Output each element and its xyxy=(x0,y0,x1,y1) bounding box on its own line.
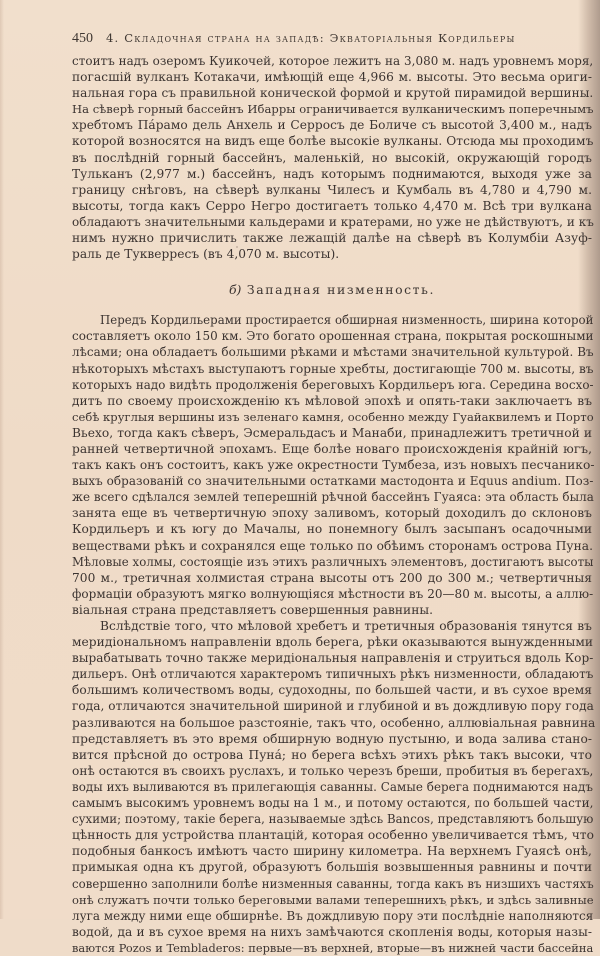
text-line: большимъ количествомъ воды, судоходны, по большей части, и въ сухое время xyxy=(72,683,592,698)
text-line: примыкая одна къ другой, образуютъ большія возвышенныя равнины и почти xyxy=(72,860,592,875)
text-line: вырабатывать точно также меридіональныя направленія и струиться вдоль Кор- xyxy=(72,651,594,666)
text-line: онѣ остаются въ своихъ руслахъ, и только черезъ бреши, пробитыя въ берегахъ, xyxy=(72,763,594,778)
text-line: стоитъ надъ озеромъ Куикочей, которое лежитъ на 3,080 м. надъ уровнемъ моря, xyxy=(72,54,594,68)
text-line: Вьехо, тогда какъ сѣверъ, Эсмеральдасъ и Манаби, принадлежитъ третичной и xyxy=(72,425,592,440)
text-line: выхъ образованій со значительными остатками мастодонта и Equus andium. Поз- xyxy=(72,474,594,489)
text-line: нальная гора съ правильной конической формой и крутой пирамидой вершины. xyxy=(72,86,594,101)
page-left-edge xyxy=(0,0,4,919)
text-line: веществами рѣкъ и сохранялся еще только по обѣимъ сторонамъ острова Пуна. xyxy=(72,538,594,553)
text-line: Передъ Кордильерами простирается обширная низменность, ширина которой xyxy=(100,313,594,328)
text-line: нѣкоторыхъ мѣстахъ выступаютъ горные хребты, достигающіе 700 м. высоты, въ xyxy=(72,361,594,376)
paragraph-lowland xyxy=(72,312,595,618)
text-line: лѣсами; она обладаетъ большими рѣками и мѣстами значительной культурой. Въ xyxy=(72,345,594,360)
subsection-heading xyxy=(72,278,592,302)
text-line: нимъ нужно причислить также лежащій далѣе на сѣверѣ въ Колумбіи Азуф- xyxy=(72,231,592,246)
paragraph-rivers xyxy=(72,618,596,956)
subsection-title: Западная низменность. xyxy=(246,282,436,298)
text-line: погасшій вулканъ Котакачи, имѣющій еще 4,966 м. высоты. Это весьма ориги- xyxy=(72,70,592,85)
text-line: года, отличаются значительной шириной и глубиной и въ дождливую пору года xyxy=(72,699,594,714)
text-line: меридіональномъ направленіи вдоль берега, рѣки оказываются вынужденными xyxy=(72,635,594,650)
text-line: ваются Pozos и Tembladeros: первые—въ верхней, вторые—въ нижней части бассейна xyxy=(72,940,594,955)
text-line: дитъ по своему происхожденію къ мѣловой эпохѣ и опять-таки заключаетъ въ xyxy=(72,393,592,408)
text-line: въ послѣдній горный бассейнъ, маленькій, но высокій, окружающій городъ xyxy=(72,150,592,165)
text-line: водой, да и въ сухое время на нихъ замѣчаются скопленія воды, которыя назы- xyxy=(72,924,592,939)
text-line: На сѣверѣ горный бассейнъ Ибарры ограничивается вулканическимъ поперечнымъ xyxy=(72,102,594,117)
text-line: ранней четвертичной эпохамъ. Еще болѣе новаго происхожденія крайній югъ, xyxy=(72,441,592,456)
continuation-paragraph xyxy=(72,53,592,262)
text-line: 700 м., третичная холмистая страна высоты отъ 200 до 300 м.; четвертичныя xyxy=(72,570,592,585)
text-line: такъ какъ онъ состоитъ, какъ уже окрестности Тумбеза, изъ новыхъ песчанико- xyxy=(72,458,595,473)
text-line: самымъ высокимъ уровнемъ воды на 1 м., и потому остаются, по большей части, xyxy=(72,796,594,811)
text-line: высоты, тогда какъ Серро Негро достигаетъ только 4,470 м. Всѣ три вулкана xyxy=(72,198,592,213)
text-line: совершенно заполнили болѣе низменныя саванны, тогда какъ въ низшихъ частяхъ xyxy=(72,876,594,891)
text-line: представляетъ въ это время обширную водную пустыню, и вода залива стано- xyxy=(72,731,592,746)
page-number: 450 xyxy=(72,31,93,46)
text-line: Кордильеръ и къ югу до Мачалы, но понемногу былъ засыпанъ осадочными xyxy=(72,522,592,537)
text-line: обладаютъ значительными кальдерами и кратерами, но уже не дѣйствуютъ, и къ xyxy=(72,214,594,229)
text-line: онѣ служатъ почти только береговыми валами теперешнихъ рѣкъ, и здѣсь заливные xyxy=(72,892,594,907)
text-line: Вслѣдствіе того, что мѣловой хребетъ и третичныя образованія тянутся въ xyxy=(100,619,592,633)
text-line: хребтомъ Пáрамо дель Анхель и Серросъ де Боличе съ высотой 3,400 м., надъ xyxy=(72,118,592,133)
paper-speck xyxy=(445,904,447,906)
text-line: Тульканъ (2,977 м.) бассейнъ, надъ которымъ поднимаются, выходя уже за xyxy=(72,166,592,181)
text-line: раль де Тукверресъ (въ 4,070 м. высоты). xyxy=(72,247,340,262)
text-line: віальная страна представляетъ совершенныя равнины. xyxy=(72,602,434,617)
text-line: границу снѣговъ, на сѣверѣ вулканы Чилесъ и Кумбаль въ 4,780 и 4,790 м. xyxy=(72,182,592,197)
text-line: луга между ними еще обширнѣе. Въ дождливую пору эти послѣдніе наполняются xyxy=(72,908,594,923)
text-line: которой возносятся на видъ еще болѣе высокіе вулканы. Отсюда мы проходимъ xyxy=(72,134,594,149)
text-line: дильеръ. Онѣ отличаются характеромъ типичныхъ рѣкъ низменности, обладаютъ xyxy=(72,667,594,682)
page-body xyxy=(72,53,596,956)
text-line: занята еще въ четвертичную эпоху заливомъ, который доходилъ до склоновъ xyxy=(72,506,592,521)
paper-speck xyxy=(200,870,202,872)
text-line: разливаются на большое разстояніе, такъ что, особенно, аллювіальная равнина xyxy=(72,715,596,730)
text-line: себѣ круглыя вершины изъ зеленаго камня, особенно между Гуайаквилемъ и Порто xyxy=(72,409,594,424)
spacer xyxy=(72,262,592,278)
spacer xyxy=(72,302,592,312)
running-title: 4. Складочная страна на западѣ: Экваторіальныя Кордильеры xyxy=(105,31,516,45)
text-line: сухими; поэтому, такіе берега, называемые здѣсь Bancos, представляютъ большую xyxy=(72,812,594,827)
text-line: составляетъ около 150 км. Это богато орошенная страна, покрытая роскошными xyxy=(72,329,594,344)
text-line: воды ихъ выливаются въ прилегающія саванны. Самые берега поднимаются надъ xyxy=(72,779,593,794)
text-line: которыхъ надо видѣть продолженія береговыхъ Кордильеръ юга. Середина восхо- xyxy=(72,377,594,392)
text-line: подобныя банкосъ имѣютъ часто ширину километра. На верхнемъ Гуаясѣ онѣ, xyxy=(72,844,592,859)
subsection-number: б) xyxy=(228,282,242,298)
text-line: формаціи образуютъ мягко волнующіяся мѣстности въ 20—80 м. высоты, а аллю- xyxy=(72,586,594,601)
text-line: же всего сдѣлался землей теперешній рѣчной бассейнъ Гуаяса: эта область была xyxy=(72,490,594,505)
paper-speck xyxy=(236,246,238,248)
running-header xyxy=(72,30,592,46)
text-line: Мѣловые холмы, состоящіе изъ этихъ различныхъ элементовъ, достигаютъ высоты xyxy=(72,554,594,569)
text-line: цѣнность для устройства плантацій, которая особенно увеличивается тѣмъ, что xyxy=(72,828,594,843)
text-line: вится прѣсной до острова Пунá; но берега всѣхъ этихъ рѣкъ такъ высоки, что xyxy=(72,747,592,762)
